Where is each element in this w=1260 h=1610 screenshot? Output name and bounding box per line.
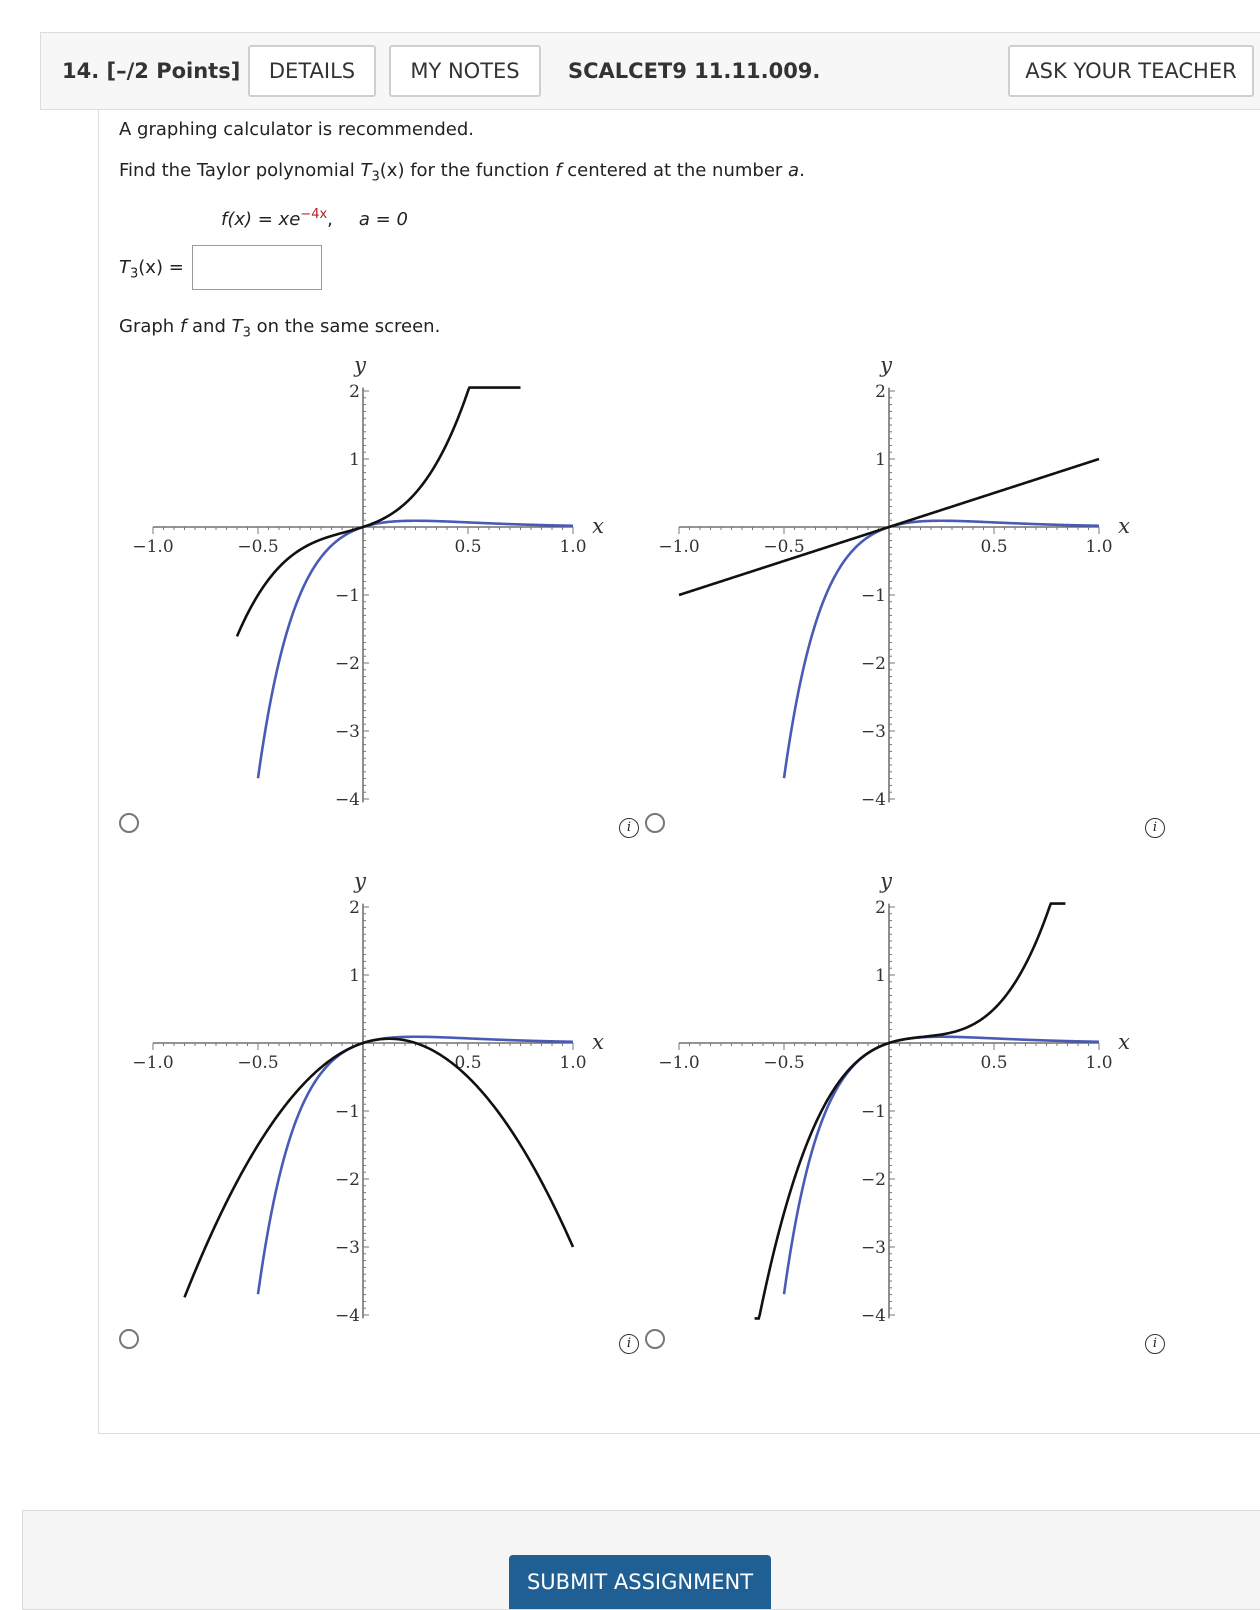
x-tick-label: −1.0 [658, 1053, 700, 1073]
y-tick-label: 2 [349, 382, 360, 402]
submit-assignment-button[interactable]: SUBMIT ASSIGNMENT [509, 1555, 771, 1609]
info-icon[interactable]: i [1145, 1334, 1165, 1354]
y-tick-label: 1 [875, 450, 886, 470]
y-tick-label: −3 [860, 722, 886, 742]
y-tick-label: −4 [860, 790, 886, 810]
details-button[interactable]: DETAILS [248, 45, 376, 97]
polynomial-curve [185, 1039, 574, 1298]
x-tick-label: 0.5 [454, 1053, 482, 1073]
graph-option-1-radio[interactable] [119, 813, 139, 833]
graph-option-4 [646, 866, 1176, 1346]
y-tick-label: −3 [334, 1238, 360, 1258]
y-tick-label: 2 [349, 898, 360, 918]
x-axis-label: x [1118, 1030, 1130, 1054]
y-tick-label: −3 [334, 722, 360, 742]
x-axis-label: x [1118, 514, 1130, 538]
graph-option-1 [120, 350, 650, 830]
y-tick-label: −1 [334, 586, 360, 606]
y-tick-label: −1 [334, 1102, 360, 1122]
ask-your-teacher-button[interactable]: ASK YOUR TEACHER [1008, 45, 1254, 97]
x-axis-label: x [592, 514, 604, 538]
x-tick-label: 1.0 [559, 537, 587, 557]
points-label: [–/2 Points] [106, 59, 241, 83]
y-tick-label: −4 [334, 1306, 360, 1326]
function-definition: $f(x) = xe^{-4x}$, a = 0 [221, 207, 408, 230]
function-curve [784, 1037, 1099, 1294]
graph-instruction: Graph f and $T_3$ on the same screen. [119, 316, 441, 341]
y-tick-label: −1 [860, 586, 886, 606]
x-tick-label: 0.5 [980, 1053, 1008, 1073]
y-tick-label: −1 [860, 1102, 886, 1122]
y-tick-label: 1 [875, 966, 886, 986]
x-tick-label: −1.0 [658, 537, 700, 557]
polynomial-curve [237, 388, 521, 637]
y-tick-label: −2 [334, 1170, 360, 1190]
x-tick-label: −0.5 [237, 1053, 279, 1073]
graph-option-3 [120, 866, 650, 1346]
x-tick-label: 0.5 [980, 537, 1008, 557]
graph-option-2-radio[interactable] [645, 813, 665, 833]
x-tick-label: 0.5 [454, 537, 482, 557]
y-tick-label: −4 [860, 1306, 886, 1326]
graph-option-4-radio[interactable] [645, 1329, 665, 1349]
y-tick-label: 1 [349, 450, 360, 470]
y-tick-label: −3 [860, 1238, 886, 1258]
x-tick-label: −0.5 [237, 537, 279, 557]
y-axis-label: y [880, 353, 892, 377]
y-axis-label: y [354, 353, 366, 377]
y-tick-label: −4 [334, 790, 360, 810]
calculator-note: A graphing calculator is recommended. [119, 119, 475, 140]
y-tick-label: −2 [860, 654, 886, 674]
y-tick-label: 2 [875, 898, 886, 918]
function-curve [258, 1037, 573, 1294]
info-icon[interactable]: i [619, 818, 639, 838]
answer-label: $T_3(x)$ = [119, 257, 184, 282]
taylor-polynomial-input[interactable] [192, 245, 322, 290]
y-tick-label: 1 [349, 966, 360, 986]
polynomial-curve [755, 904, 1066, 1319]
question-number: 14. [62, 59, 100, 83]
question-header [40, 32, 1260, 110]
y-tick-label: −2 [334, 654, 360, 674]
problem-code: SCALCET9 11.11.009. [568, 59, 821, 83]
question-title [62, 59, 240, 83]
x-tick-label: 1.0 [1085, 537, 1113, 557]
x-axis-label: x [592, 1030, 604, 1054]
info-icon[interactable]: i [619, 1334, 639, 1354]
y-tick-label: −2 [860, 1170, 886, 1190]
x-tick-label: −0.5 [763, 1053, 805, 1073]
x-tick-label: −1.0 [132, 1053, 174, 1073]
info-icon[interactable]: i [1145, 818, 1165, 838]
y-axis-label: y [880, 869, 892, 893]
x-tick-label: 1.0 [1085, 1053, 1113, 1073]
y-tick-label: 2 [875, 382, 886, 402]
x-tick-label: −1.0 [132, 537, 174, 557]
x-tick-label: 1.0 [559, 1053, 587, 1073]
x-tick-label: −0.5 [763, 537, 805, 557]
y-axis-label: y [354, 869, 366, 893]
graph-option-2 [646, 350, 1176, 830]
graph-option-3-radio[interactable] [119, 1329, 139, 1349]
function-curve [784, 521, 1099, 778]
my-notes-button[interactable]: MY NOTES [389, 45, 541, 97]
function-curve [258, 521, 573, 778]
instruction-text: Find the Taylor polynomial $T_3(x)$ for the function f centered at the number a. [119, 160, 805, 185]
